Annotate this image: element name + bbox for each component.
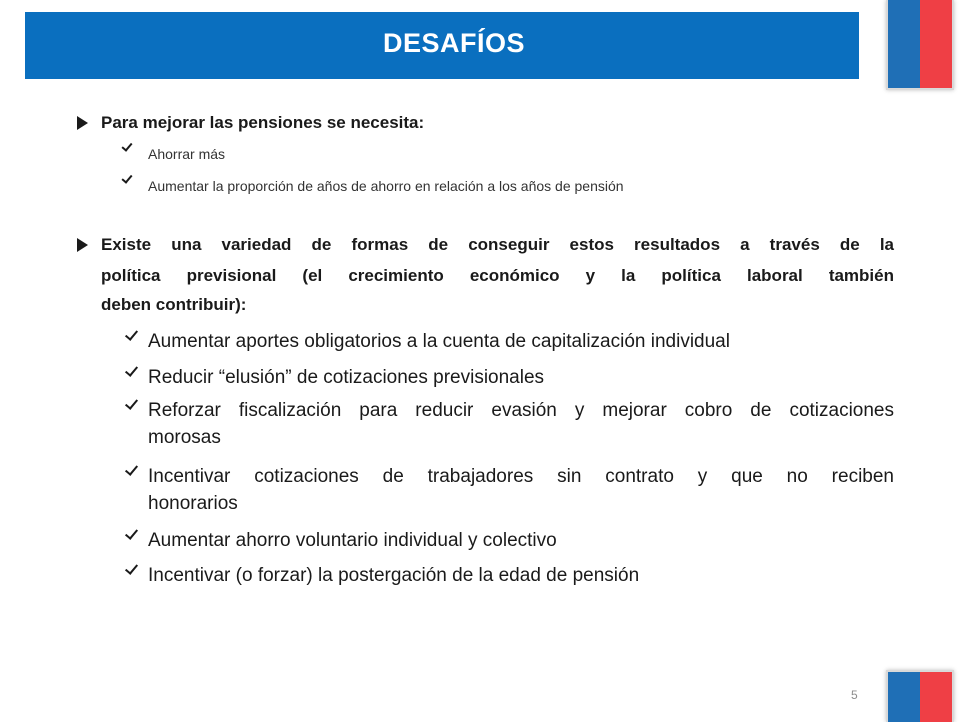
checkmark-icon bbox=[125, 396, 138, 410]
list-item: Incentivar (o forzar) la postergación de la edad de pensión bbox=[148, 565, 640, 586]
list-item-continuation: morosas bbox=[148, 427, 221, 448]
list-item: Ahorrar más bbox=[148, 146, 226, 162]
checkmark-icon bbox=[121, 140, 132, 152]
arrow-bullet-icon bbox=[77, 116, 88, 130]
arrow-bullet-icon bbox=[77, 238, 88, 252]
section-heading-line: política previsional (el crecimiento económico y la política laboral también bbox=[101, 266, 894, 285]
checkmark-icon bbox=[121, 172, 132, 184]
checkmark-icon bbox=[125, 327, 138, 341]
list-item: Reforzar fiscalización para reducir evasión y mejorar cobro de cotizaciones bbox=[148, 400, 894, 421]
flag-logo-bottom bbox=[886, 670, 954, 722]
checkmark-icon bbox=[125, 561, 138, 575]
checkmark-icon bbox=[125, 363, 138, 377]
section-heading-line: deben contribuir): bbox=[101, 295, 247, 314]
section-heading: Para mejorar las pensiones se necesita: bbox=[101, 113, 425, 132]
list-item: Reducir “elusión” de cotizaciones previsionales bbox=[148, 367, 545, 388]
list-item-continuation: honorarios bbox=[148, 493, 238, 514]
page-number: 5 bbox=[851, 688, 858, 702]
section-heading-line: Existe una variedad de formas de conseguir estos resultados a través de la bbox=[101, 235, 894, 254]
checkmark-icon bbox=[125, 526, 138, 540]
list-item: Aumentar aportes obligatorios a la cuenta de capitalización individual bbox=[148, 331, 730, 352]
list-item: Aumentar la proporción de años de ahorro en relación a los años de pensión bbox=[148, 178, 624, 194]
flag-blue-stripe bbox=[888, 672, 920, 722]
list-item: Incentivar cotizaciones de trabajadores sin contrato y que no reciben bbox=[148, 466, 894, 487]
slide-title: DESAFÍOS bbox=[383, 28, 526, 58]
list-item: Aumentar ahorro voluntario individual y colectivo bbox=[148, 530, 557, 551]
flag-red-stripe bbox=[920, 672, 952, 722]
checkmark-icon bbox=[125, 462, 138, 476]
